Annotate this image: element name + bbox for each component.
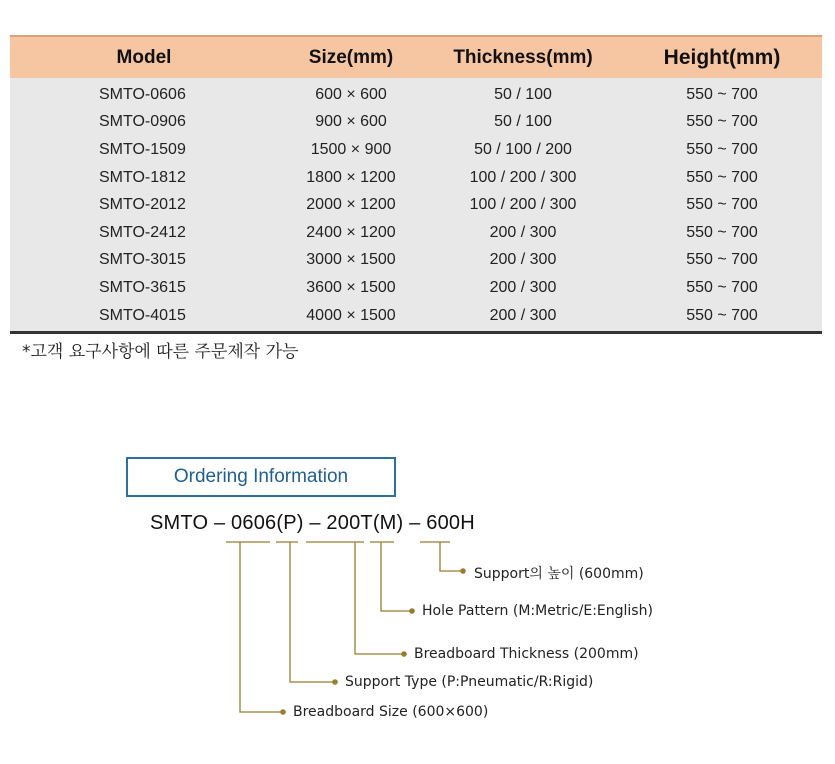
callout-height (420, 542, 466, 574)
cell-size: 600 × 600 (315, 85, 387, 103)
cell-height: 550 ~ 700 (686, 196, 758, 214)
cell-height: 550 ~ 700 (686, 85, 758, 103)
label-hole-pattern: Hole Pattern (M:Metric/E:English) (422, 603, 653, 619)
callout-thickness (306, 542, 407, 657)
callout-support-type (276, 542, 338, 685)
cell-size: 3600 × 1500 (306, 278, 396, 296)
cell-model: SMTO-3615 (99, 278, 186, 296)
header-height: Height(mm) (663, 45, 781, 69)
cell-size: 2400 × 1200 (306, 223, 396, 241)
cell-height: 550 ~ 700 (686, 140, 758, 158)
cell-size: 1500 × 900 (310, 140, 392, 158)
cell-model: SMTO-4015 (99, 306, 186, 324)
cell-size: 2000 × 1200 (306, 196, 396, 214)
cell-model: SMTO-0906 (99, 113, 186, 131)
label-breadboard-thickness: Breadboard Thickness (200mm) (414, 646, 639, 662)
custom-order-note: *고객 요구사항에 따른 주문제작 가능 (22, 342, 299, 362)
cell-height: 550 ~ 700 (686, 223, 758, 241)
cell-thickness: 200 / 300 (489, 223, 557, 241)
cell-height: 550 ~ 700 (686, 278, 758, 296)
label-support-type: Support Type (P:Pneumatic/R:Rigid) (345, 674, 594, 690)
label-breadboard-size: Breadboard Size (600×600) (293, 704, 489, 720)
header-model: Model (116, 46, 172, 68)
header-thickness: Thickness(mm) (453, 46, 593, 68)
callout-size (226, 542, 286, 715)
cell-model: SMTO-1812 (99, 168, 186, 186)
cell-model: SMTO-3015 (99, 251, 186, 269)
cell-model: SMTO-0606 (99, 85, 186, 103)
cell-size: 900 × 600 (315, 113, 387, 131)
cell-size: 3000 × 1500 (306, 251, 396, 269)
cell-height: 550 ~ 700 (686, 113, 758, 131)
cell-thickness: 100 / 200 / 300 (469, 196, 577, 214)
label-support-height: Support의 높이 (600mm) (474, 566, 644, 582)
cell-height: 550 ~ 700 (686, 168, 758, 186)
cell-height: 550 ~ 700 (686, 306, 758, 324)
cell-size: 1800 × 1200 (306, 168, 396, 186)
ordering-info-title: Ordering Information (126, 457, 396, 497)
cell-model: SMTO-2412 (99, 223, 186, 241)
header-size: Size(mm) (308, 46, 394, 68)
cell-thickness: 100 / 200 / 300 (469, 168, 577, 186)
cell-thickness: 50 / 100 (494, 113, 552, 131)
cell-model: SMTO-1509 (99, 140, 186, 158)
cell-model: SMTO-2012 (99, 196, 186, 214)
cell-height: 550 ~ 700 (686, 251, 758, 269)
cell-thickness: 200 / 300 (489, 306, 557, 324)
cell-size: 4000 × 1500 (306, 306, 396, 324)
cell-thickness: 200 / 300 (489, 251, 557, 269)
cell-thickness: 50 / 100 / 200 (474, 140, 572, 158)
cell-thickness: 50 / 100 (494, 85, 552, 103)
cell-thickness: 200 / 300 (489, 278, 557, 296)
callout-hole-pattern (370, 542, 415, 614)
ordering-code: SMTO – 0606(P) – 200T(M) – 600H (150, 512, 475, 534)
